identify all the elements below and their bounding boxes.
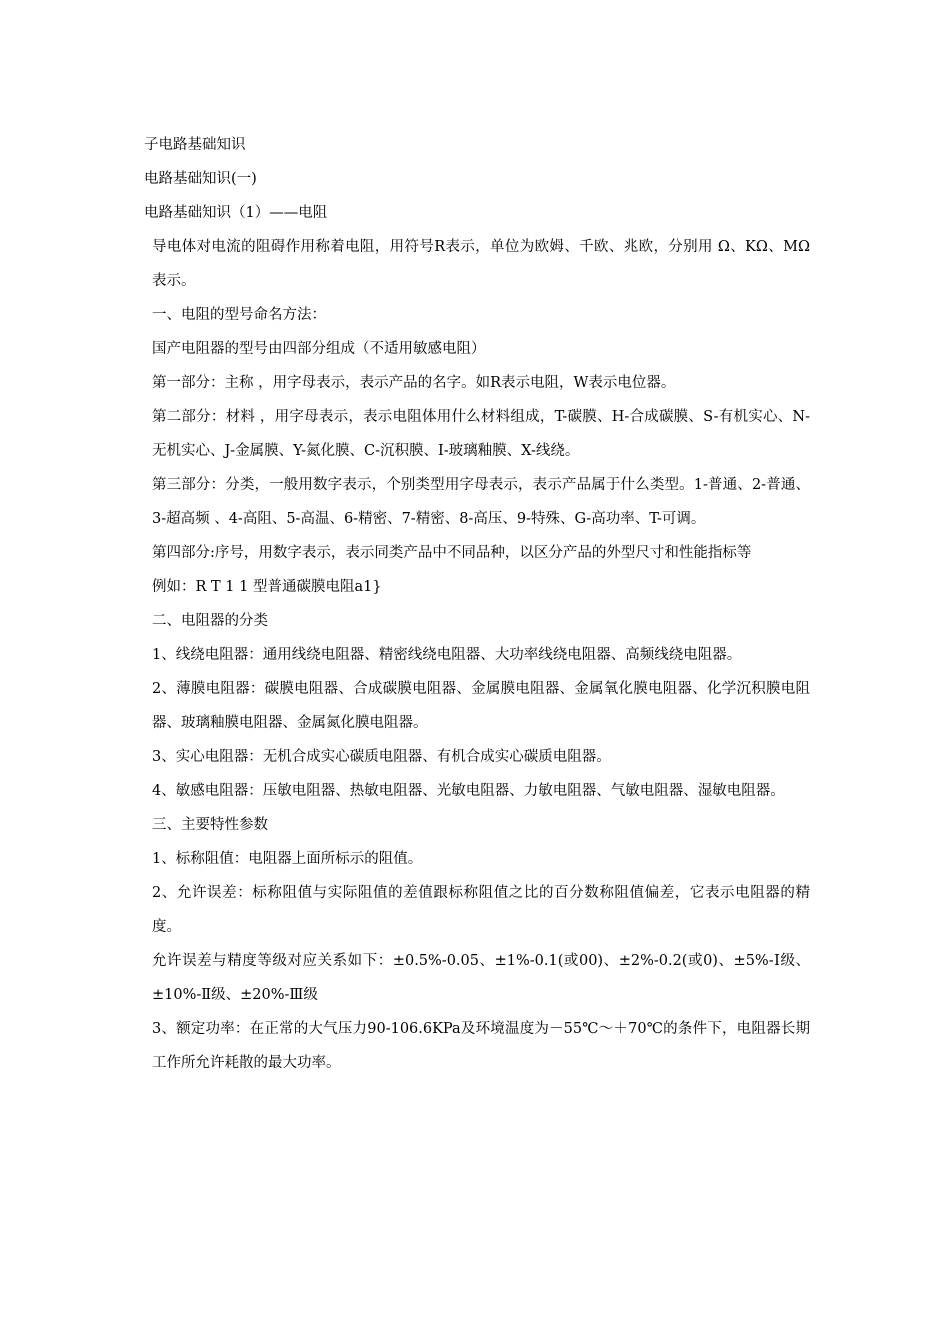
intro-paragraph: 导电体对电流的阻碍作用称着电阻，用符号R表示，单位为欧姆、千欧、兆欧，分别用 Ω、KΩ、MΩ 表示。 [151,239,810,289]
document-page [144,128,810,1080]
section1-paragraph-5: 第四部分:序号，用数字表示，表示同类产品中不同品种，以区分产品的外型尺寸和性能指标等 [151,545,752,561]
section1-paragraph-6: 例如：R T 1 1 型普通碳膜电阻a1} [151,579,382,595]
section3-item-1: 1、标称阻值：电阻器上面所标示的阻值。 [151,851,423,867]
doc-title-3: 电路基础知识（1）——电阻 [144,205,328,221]
section2-item-3: 3、实心电阻器：无机合成实心碳质电阻器、有机合成实心碳质电阻器。 [151,749,611,765]
section2-item-4: 4、敏感电阻器：压敏电阻器、热敏电阻器、光敏电阻器、力敏电阻器、气敏电阻器、湿敏电阻器。 [151,783,785,799]
section3-item-3: 允许误差与精度等级对应关系如下：±0.5%-0.05、±1%-0.1(或00)、±2%-0.2(或0)、±5%-Ⅰ级、±10%-Ⅱ级、±20%-Ⅲ级 [151,953,810,1003]
doc-title-1: 子电路基础知识 [144,137,246,153]
section1-paragraph-2: 第一部分：主称 ，用字母表示，表示产品的名字。如R表示电阻，W表示电位器。 [151,375,676,391]
section1-paragraph-4: 第三部分：分类，一般用数字表示，个别类型用字母表示，表示产品属于什么类型。1-普通、2-普通、3-超高频 、4-高阻、5-高温、6-精密、7-精密、8-高压、9-特殊、G-高功率、T-可调。 [151,477,810,527]
section2-item-2: 2、薄膜电阻器：碳膜电阻器、合成碳膜电阻器、金属膜电阻器、金属氧化膜电阻器、化学沉积膜电阻器、玻璃釉膜电阻器、金属氮化膜电阻器。 [151,681,810,731]
section3-heading: 三、主要特性参数 [151,817,268,833]
section3-item-2: 2、允许误差：标称阻值与实际阻值的差值跟标称阻值之比的百分数称阻值偏差，它表示电阻器的精度。 [151,885,810,935]
section2-heading: 二、电阻器的分类 [151,613,268,629]
section3-item-4: 3、额定功率：在正常的大气压力90-106.6KPa及环境温度为－55℃～＋70℃的条件下，电阻器长期工作所允许耗散的最大功率。 [151,1021,810,1071]
section2-item-1: 1、线绕电阻器：通用线绕电阻器、精密线绕电阻器、大功率线绕电阻器、高频线绕电阻器。 [151,647,742,663]
section1-paragraph-1: 国产电阻器的型号由四部分组成（不适用敏感电阻） [151,341,486,357]
doc-title-2: 电路基础知识(一) [144,171,257,187]
section1-paragraph-3: 第二部分：材料 ，用字母表示，表示电阻体用什么材料组成，T-碳膜、H-合成碳膜、S-有机实心、N-无机实心、J-金属膜、Y-氮化膜、C-沉积膜、I-玻璃釉膜、X-线绕。 [151,409,810,459]
section1-heading: 一、电阻的型号命名方法： [151,307,326,323]
